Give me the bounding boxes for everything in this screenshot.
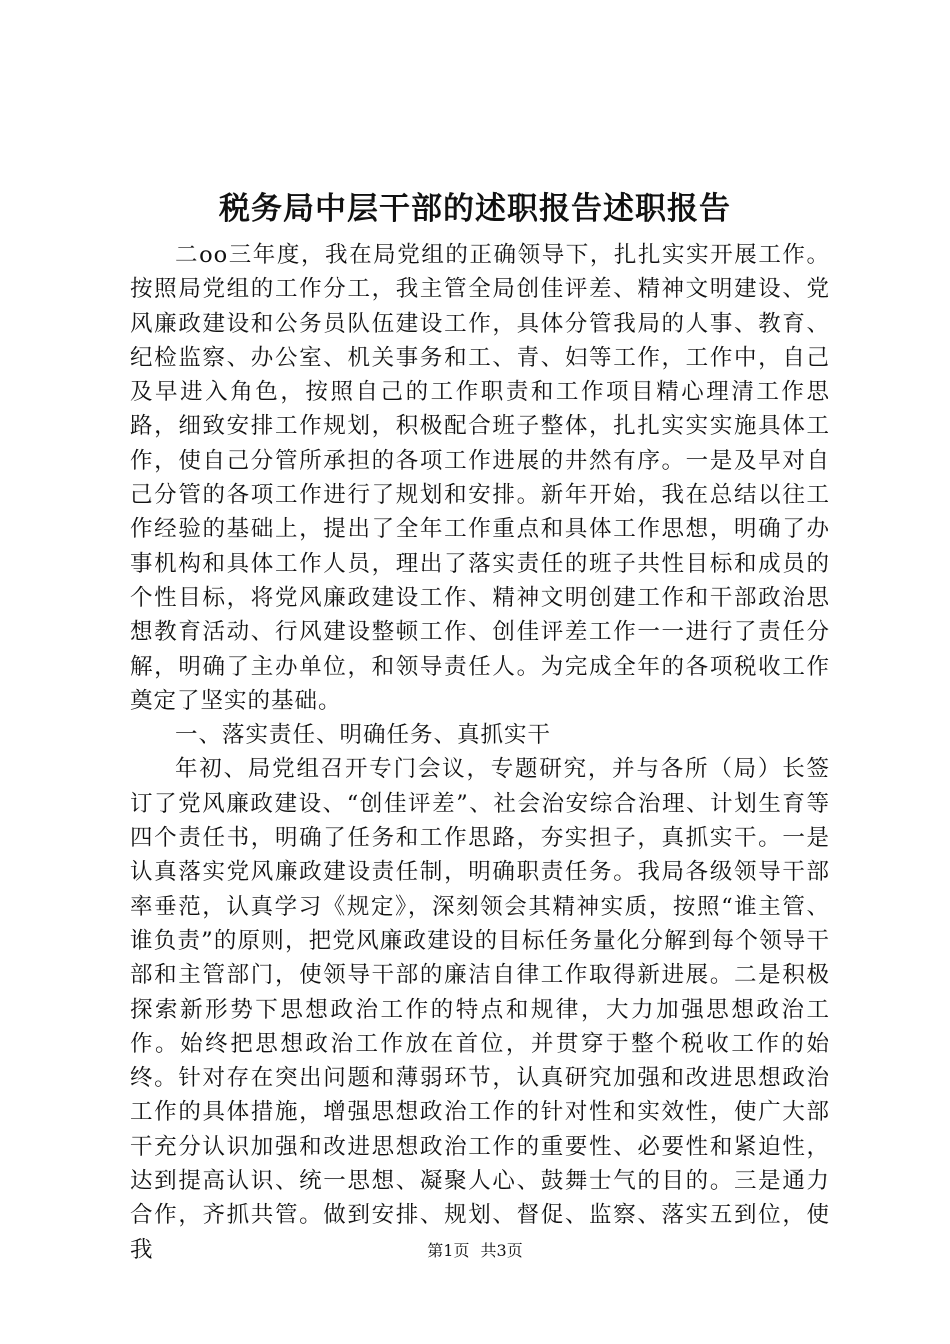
document-title: 税务局中层干部的述职报告述职报告 (219, 191, 731, 227)
page-total: 共3页 (480, 1241, 523, 1260)
section-heading-1: 一、落实责任、明确任务、真抓实干 (175, 722, 552, 749)
paragraph-intro: 二oo三年度，我在局党组的正确领导下，扎扎实实开展工作。按照局党组的工作分工，我主管全局创佳评差、精神文明建设、党风廉政建设和公务员队伍建设工作，具体分管我局的人事、教育、纪检监察、办公室、机关事务和工、青、妇等工作，工作中，自己及早进入角色，按照自己的工作职责和工作项目精心理清工作思路，细致安排工作规划，积极配合班子整体，扎扎实实实施具体工作，使自己分管所承担的各项工作进展的井然有序。一是及早对自己分管的各项工作进行了规划和安排。新年开始，我在总结以往工作经验的基础上，提出了全年工作重点和具体工作思想，明确了办事机构和具体工作人员，理出了落实责任的班子共性目标和成员的个性目标，将党风廉政建设工作、精神文明创建工作和干部政治思想教育活动、行风建设整顿工作、创佳评差工作一一进行了责任分解，明确了主办单位，和领导责任人。为完成全年的各项税收工作奠定了坚实的基础。 (130, 242, 830, 714)
page-number: 第1页 (427, 1241, 470, 1260)
document-body (130, 238, 830, 1267)
page-footer (0, 1240, 950, 1262)
paragraph-section-1: 年初、局党组召开专门会议，专题研究，并与各所（局）长签订了党风廉政建设、“创佳评差”、社会治安综合治理、计划生育等四个责任书，明确了任务和工作思路，夯实担子，真抓实干。一是认真落实党风廉政建设责任制，明确职责任务。我局各级领导干部率垂范，认真学习《规定》，深刻领会其精神实质，按照“谁主管、谁负责”的原则，把党风廉政建设的目标任务量化分解到每个领导干部和主管部门，使领导干部的廉洁自律工作取得新进展。二是积极探索新形势下思想政治工作的特点和规律，大力加强思想政治工作。始终把思想政治工作放在首位，并贯穿于整个税收工作的始终。针对存在突出问题和薄弱环节，认真研究加强和改进思想政治工作的具体措施，增强思想政治工作的针对性和实效性，使广大部干充分认识加强和改进思想政治工作的重要性、必要性和紧迫性，达到提高认识、统一思想、凝聚人心、鼓舞士气的目的。三是通力合作，齐抓共管。做到安排、规划、督促、监察、落实五到位，使我 (130, 756, 830, 1263)
